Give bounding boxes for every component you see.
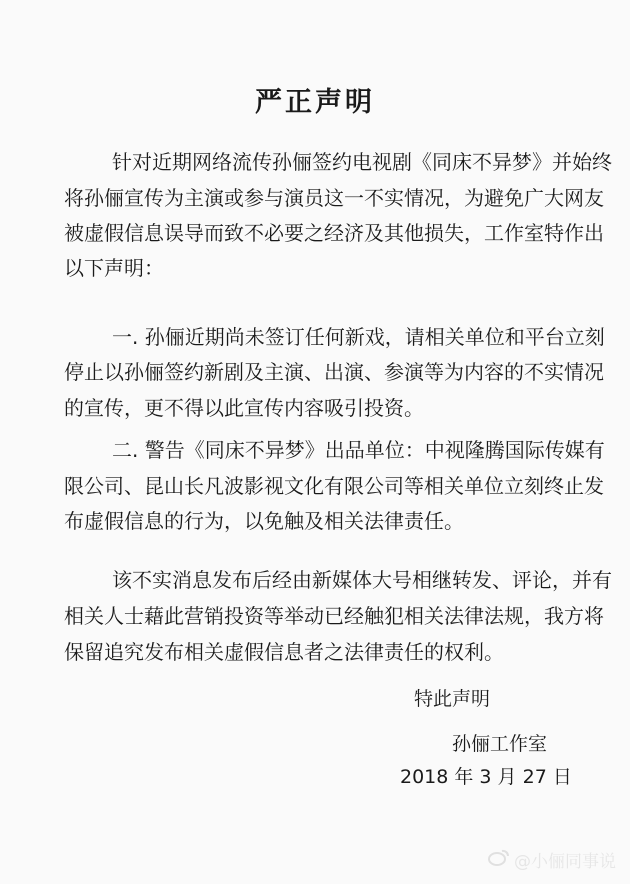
closing-line: 保留追究发布相关虚假信息者之法律责任的权利。 xyxy=(64,640,504,664)
item1-line: 的宣传，更不得以此宣传内容吸引投资。 xyxy=(64,396,424,420)
closing-line: 相关人士藉此营销投资等举动已经触犯相关法律法规，我方将 xyxy=(64,604,604,628)
watermark-text: @小俪同事说 xyxy=(514,852,616,872)
intro-line: 被虚假信息误导而致不必要之经济及其他损失，工作室特作出 xyxy=(64,221,604,245)
item2-line: 二. 警告《同床不异梦》出品单位：中视隆腾国际传媒有 xyxy=(112,438,605,462)
date: 2018 年 3 月 27 日 xyxy=(400,766,572,788)
signatory: 孙俪工作室 xyxy=(452,733,548,755)
watermark xyxy=(488,847,616,872)
item2-line: 限公司、昆山长凡波影视文化有限公司等相关单位立刻终止发 xyxy=(64,474,604,498)
weibo-logo-icon xyxy=(488,848,510,871)
item2-line: 布虚假信息的行为，以免触及相关法律责任。 xyxy=(64,509,464,533)
sign-off: 特此声明 xyxy=(414,688,491,710)
intro-line: 以下声明： xyxy=(64,256,164,280)
intro-line: 将孙俪宣传为主演或参与演员这一不实情况，为避免广大网友 xyxy=(64,186,604,210)
item1-line: 一. 孙俪近期尚未签订任何新戏，请相关单位和平台立刻 xyxy=(112,325,605,349)
item1-line: 停止以孙俪签约新剧及主演、出演、参演等为内容的不实情况 xyxy=(64,360,604,384)
intro-line: 针对近期网络流传孙俪签约电视剧《同床不异梦》并始终 xyxy=(112,150,612,174)
document-title: 严正声明 xyxy=(255,87,375,118)
closing-line: 该不实消息发布后经由新媒体大号相继转发、评论，并有 xyxy=(112,568,612,592)
